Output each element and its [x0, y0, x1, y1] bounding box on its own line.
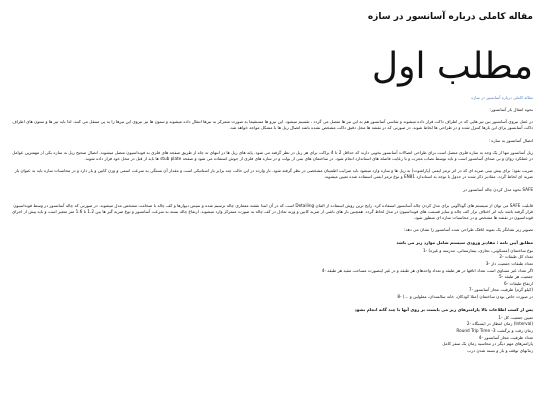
- list-item: تعداد کل طبقات -2: [499, 254, 533, 260]
- list-item: پارامترهای مهم دیگر در محاسبه زمان یک سفر کامل: [442, 341, 533, 347]
- list-item: در صورت خاص بودن ساختمان (مثلا کودکان، خانه سالمندان، معلولین و ...) -8: [397, 294, 533, 299]
- paragraph-connection: ریل آسانسور تنها از یک وجه به سازه فلزی متصل است برای طراحی اتصالات آسانسور بخوبی دارند که حداقل 2 تا 4 براکت برای هر ریل در نظر گرفته می شود. پایه های ریل ها در انتهای ته چاه از طریق صفحه های فلزی به فونداسیون متصل میشوند. اتصال صحیح ریل به سازه یکی از مهمترین عوامل در عملکرد روان و بی صدای آسانسور است و باید توسط نصاب مجرب و با رعایت فاصله های استاندارد انجام شود. در ساختمان های بتنی از بولت و در سازه های فلزی از جوش استفاده می شود و صفحه stub plate ها باید از قبل در محل خود قرار داده شوند.: [12, 149, 533, 162]
- paragraph-safe-heading: SAFE نحوه مدل کردن چاله آسانسور در: [463, 186, 533, 192]
- paragraph-connection-heading: اتصال آسانسور به سازه :: [488, 137, 533, 143]
- list-item: تعداد طبقات جمعیت دار -3: [485, 261, 533, 267]
- paragraph-impact-factor: ضریب نفوذ: برای پیش بینی ضربه ای که در اثر ترمز ایمنی (پاراشوت) به ریل ها و سازه وارد میشود باید ضرایب اطمینان مشخصی در نظر گرفته شود. بار وارده در این حالت چند برابر بار استاتیکی است و مقدار آن بستگی به سرعت اسمی و وزن کابین و بار دارد و در محاسبات سازه باید به عنوان بار ضربه ای لحاظ گردد. مقادیر ذکر شده در جدول با توجه به استاندارد EN81 و نوع ترمز ایمنی استفاده شده تعیین میشوند.: [14, 168, 533, 180]
- post-meta-link[interactable]: مقاله کاملی درباره آسانسور در سازه: [471, 95, 533, 100]
- paragraph-safe-modeling: قابلیت SAFE می توان از سیستم های گوناگونی برای مدل کردن چاله آسانسور استفاده کرد. رایج ترین روش استفاده از المان Detailing است که در آن ابتدا نقشه معماری چاله ترسیم شده و سپس دیوارها و کف چاله با ضخامت مشخص مدل میشوند. در صورتی که چاله آسانسور در وسط فونداسیون قرار گرفته باشد باید اثر اختلاف تراز کف چاله و سایر قسمت های فونداسیون در مدل لحاظ گردد. همچنین بار های ناشی از ضربه کابین و وزنه تعادل در کف چاله به صورت متمرکز وارد میشوند. ارتفاع چاله بسته به سرعت آسانسور و نوع ضربه گیر ها بین 1.2 تا 1.6 متر متغیر است و باید پیش از اجرای فونداسیون در نقشه ها مشخص و در محاسبات سازه ای منظور شود.: [11, 202, 533, 221]
- site-title[interactable]: مقاله کاملی درباره آسانسور در سازه: [367, 12, 533, 22]
- list-item: جمعیت هر طبقه -5: [498, 274, 533, 280]
- paragraph-image-caption: تصویر زیر نشانگر یک نمونه اتاقک طراحی شده آسانسور را نشان می دهد:: [404, 227, 533, 233]
- list-item: ارتفاع طبقات -6: [503, 280, 533, 286]
- paragraph-load-transfer-heading: نحوه انتقال بار آسانسور:: [489, 107, 533, 112]
- post-content: [7, 107, 533, 354]
- inputs-list-title: مطابق آیین نامه : مقادیر ورودی سیستم شامل موارد زیر می باشد: [396, 239, 533, 245]
- results-list-title: پس از کسب اطلاعات بالا پارامترهای زیر می بایست بر روی آنها با چند گانه انجام بشود: [354, 306, 533, 312]
- list-item: اگر تعداد غیر مساوی است تعداد اتاقها در هر طبقه و تعداد واحدهای هر طبقه و در غیر اینصورت مساحت مفید هر طبقه -4: [321, 267, 533, 273]
- list-item: زمان رفت و برگشت Round Trip Time -3: [456, 327, 533, 333]
- list-item: نوع ساختمان (مسکونی، تجاری، بیمارستانی، مدرسه و غیره) -1: [423, 247, 533, 253]
- list-item: زمانهای توقف و باز و بسته شدن درب: [467, 347, 533, 353]
- list-item: (Interval) زمان انتظار در ایستگاه -2: [466, 321, 533, 327]
- inputs-list: [7, 248, 533, 301]
- results-list: [7, 315, 533, 355]
- list-item: (کیلو گرم) ظرفیت مجاز آسانسور -7: [468, 287, 533, 293]
- paragraph-load-transfer: در عمل نیروی آسانسور بین تیر هایی که در اطراف داکت قرار داده میشوند و شاسی آسانسور هم به این تیر ها متصل می گردد ، تقسیم میشود. این نیرو ها مستقیما به صورت متمرکز به تیرها انتقال داده میشوند و ستون ها نیز نیروی این تیرها را به پی منتقل می کنند. لذا باید تیر ها و ستون های اطراف داکت آسانسور برای این بارها کنترل شده و در طراحی ها لحاظ شوند. در صورتی که در نقشه ها محل دقیق داکت مشخص نشده باشد اتصال ریل ها با مشکل مواجه خواهد شد.: [12, 119, 533, 131]
- post-title: مطلب اول: [371, 46, 533, 87]
- list-item: تعیین جمعیت کل -1: [498, 314, 533, 320]
- list-item: تعداد ظرفیت مجاز آسانسور -4: [478, 334, 533, 340]
